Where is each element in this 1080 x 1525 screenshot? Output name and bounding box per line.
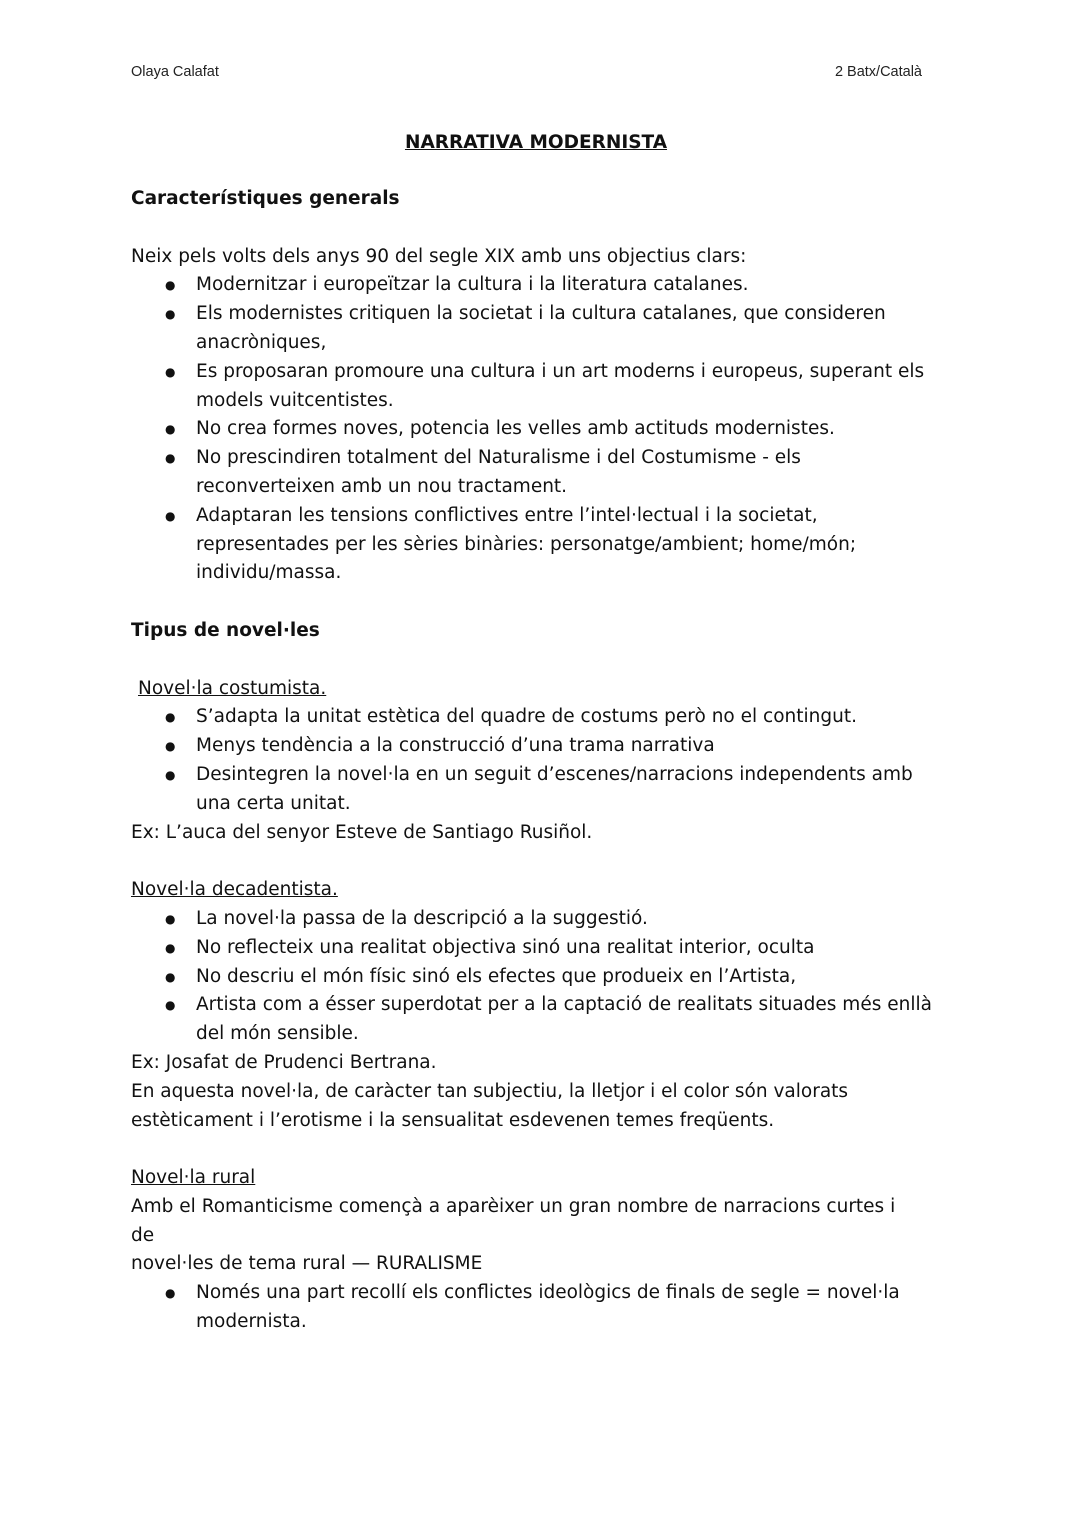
rural-bullet-list — [131, 1279, 941, 1337]
decadentista-note: En aquesta novel·la, de caràcter tan subjectiu, la lletjor i el color són valorats estèticament i l’erotisme i la sensualitat esdevenen temes freqüents. — [131, 1080, 849, 1131]
list-item: ● Menys tendència a la construcció d’una trama narrativa — [131, 732, 941, 761]
rural-line-1: Amb el Romanticisme començà a aparèixer un gran nombre de narracions curtes i — [131, 1195, 896, 1217]
section-heading-general: Característiques generals — [131, 188, 400, 209]
section-heading-types: Tipus de novel·les — [131, 619, 320, 641]
decadentista-example: Ex: Josafat de Prudenci Bertrana. — [131, 1051, 437, 1073]
list-item: ● Només una part recollí els conflictes ideològics de finals de segle = novel·la modernista. — [131, 1279, 941, 1337]
list-item: ● No reflecteix una realitat objectiva sinó una realitat interior, oculta — [131, 934, 941, 963]
costumista-bullet-list — [131, 703, 941, 818]
intro-paragraph: Neix pels volts dels anys 90 del segle XIX amb uns objectius clars: — [131, 245, 747, 267]
list-item: ● Desintegren la novel·la en un seguit d’escenes/narracions independents amb una certa unitat. — [131, 761, 941, 819]
costumista-example: Ex: L’auca del senyor Esteve de Santiago Rusiñol. — [131, 821, 593, 843]
list-item: ● Artista com a ésser superdotat per a la captació de realitats situades més enllà del món sensible. — [131, 991, 941, 1049]
list-item: ● No crea formes noves, potencia les velles amb actituds modernistes. — [131, 415, 941, 444]
list-item: ● Es proposaran promoure una cultura i un art moderns i europeus, superant els models vuitcentistes. — [131, 358, 941, 416]
list-item: ● Adaptaran les tensions conflictives entre l’intel·lectual i la societat, representades per les sèries binàries: personatge/ambient; home/món; individu/massa. — [131, 502, 941, 588]
list-item: ● La novel·la passa de la descripció a la suggestió. — [131, 905, 941, 934]
list-item: ● S’adapta la unitat estètica del quadre de costums però no el contingut. — [131, 703, 941, 732]
subheading-decadentista: Novel·la decadentista. — [131, 879, 338, 901]
list-item: ● No descriu el món físic sinó els efectes que produeix en l’Artista, — [131, 963, 941, 992]
decadentista-bullet-list — [131, 905, 941, 1049]
rural-line-3: novel·les de tema rural — RURALISME — [131, 1253, 483, 1275]
page-header — [131, 64, 922, 84]
document-body — [131, 128, 941, 1337]
general-bullet-list — [131, 271, 941, 588]
list-item: ● Els modernistes critiquen la societat i la cultura catalanes, que consideren anacròniques, — [131, 300, 941, 358]
subheading-costumista: Novel·la costumista. — [138, 677, 327, 699]
subheading-rural: Novel·la rural — [131, 1167, 256, 1189]
list-item: ● Modernitzar i europeïtzar la cultura i la literatura catalanes. — [131, 271, 941, 300]
rural-line-2: de — [131, 1224, 155, 1246]
list-item: ● No prescindiren totalment del Naturalisme i del Costumisme - els reconverteixen amb un nou tractament. — [131, 444, 941, 502]
author-name: Olaya Calafat — [131, 64, 219, 80]
course-label: 2 Batx/Català — [834, 64, 922, 80]
page-title: NARRATIVA MODERNISTA — [404, 132, 668, 153]
